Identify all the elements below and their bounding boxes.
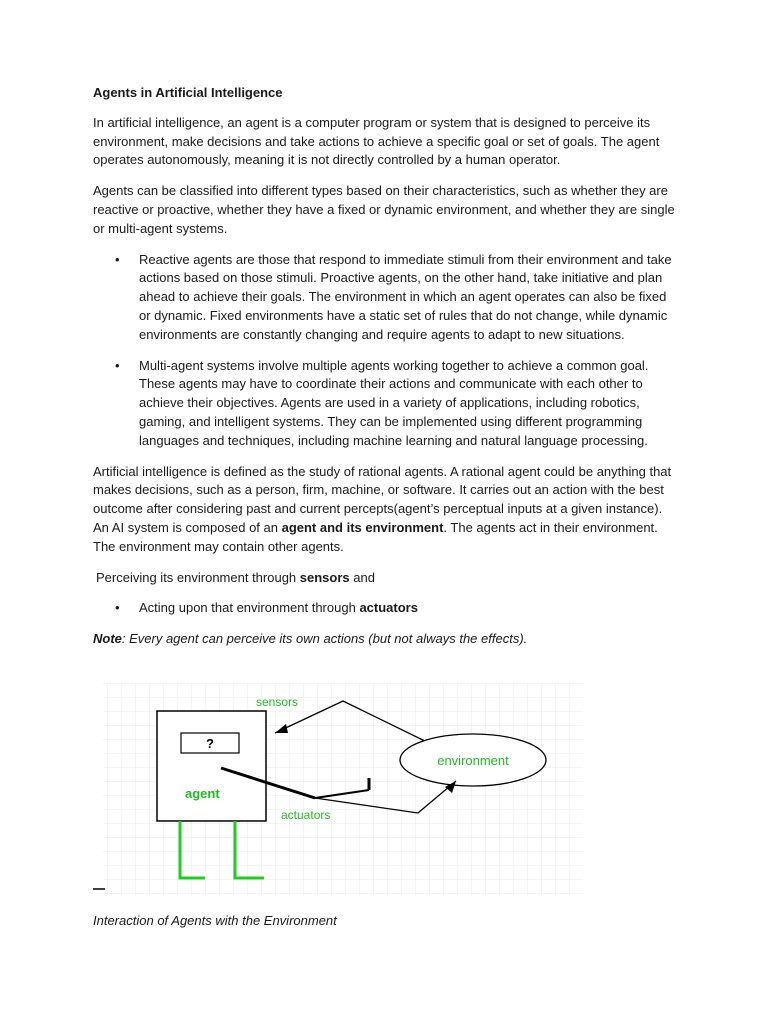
bold-phrase: actuators bbox=[359, 600, 418, 616]
bullet-marker: • bbox=[115, 600, 120, 616]
environment-label: environment bbox=[437, 753, 509, 768]
classification-paragraph: Agents can be classified into different types based on their characteristics, such as whether they are reactive or proactive, whether they have a fixed or dynamic environment, and whether they are single or multi-agent systems. bbox=[93, 183, 675, 236]
document-title: Agents in Artificial Intelligence bbox=[93, 85, 283, 100]
list-item-text: Multi-agent systems involve multiple agents working together to achieve a common goal. These agents may have to coordinate their actions and communicate with each other to achieve their objectives. Agents are used in a variety of applications, including robotics, gaming, and intelligent systems. They can be implemented using different programming languages and techniques, including machine learning and natural language processing. bbox=[139, 357, 649, 448]
note-text: : Every agent can perceive its own actions (but not always the effects). bbox=[121, 631, 528, 647]
list-item bbox=[93, 357, 675, 451]
agent-types-list bbox=[93, 251, 675, 451]
actuators-label: actuators bbox=[281, 808, 331, 822]
list-item-text: Reactive agents are those that respond to immediate stimuli from their environment and take actions based on those stimuli. Proactive agents, on the other hand, take initiative and plan ahead to achieve their goals. The environment in which an agent operates can also be fixed or dynamic. Fixed environments have a static set of rules that do not change, while dynamic environments are constantly changing and require agents to adapt to new situations. bbox=[139, 251, 672, 342]
agent-label: agent bbox=[185, 786, 220, 801]
bullet-marker: • bbox=[115, 357, 120, 373]
agent-environment-diagram bbox=[93, 683, 583, 895]
perceiving-line bbox=[93, 569, 675, 588]
figure-caption: Interaction of Agents with the Environment bbox=[93, 913, 337, 928]
intro-paragraph: In artificial intelligence, an agent is a computer program or system that is designed to perceive its environment, make decisions and take actions to achieve a specific goal or set of goals. The agent operates autonomously, meaning it is not directly controlled by a human operator. bbox=[93, 114, 660, 168]
note-line bbox=[93, 630, 675, 649]
rational-agent-paragraph bbox=[93, 463, 675, 557]
list-item bbox=[93, 251, 675, 345]
note-label: Note bbox=[93, 631, 122, 647]
bold-phrase: agent and its environment bbox=[281, 519, 444, 535]
bold-phrase: sensors bbox=[299, 569, 350, 585]
acting-list bbox=[93, 599, 675, 618]
bullet-marker: • bbox=[115, 251, 120, 267]
paragraph-text: . The agents act in their environment. The environment may contain other agents. bbox=[93, 519, 658, 554]
paragraph-text: Perceiving its environment through bbox=[96, 569, 300, 585]
question-mark: ? bbox=[206, 736, 214, 751]
document-body bbox=[93, 84, 675, 661]
list-item bbox=[93, 599, 675, 618]
list-item-text: Acting upon that environment through bbox=[139, 600, 360, 616]
paragraph-text: and bbox=[349, 569, 375, 585]
diagram-svg bbox=[93, 683, 583, 895]
paragraph-text: Artificial intelligence is defined as the study of rational agents. A rational agent could be anything that makes decisions, such as a person, firm, machine, or software. It carries out an action with the best outcome after considering past and current percepts(agent’s perceptual inputs at a given instance). An AI system is composed of an bbox=[93, 463, 672, 535]
agent-box bbox=[157, 711, 266, 821]
sensors-label: sensors bbox=[256, 695, 299, 709]
